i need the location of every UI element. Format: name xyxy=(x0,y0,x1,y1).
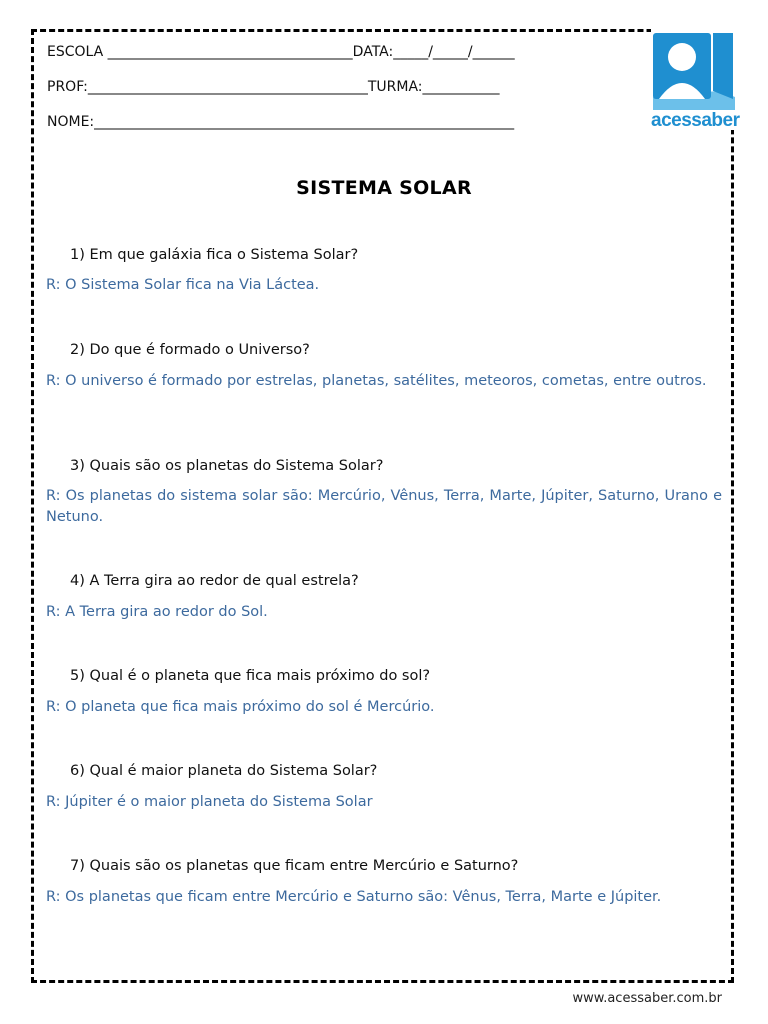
question-3: 3) Quais são os planetas do Sistema Solar? xyxy=(70,458,384,474)
header-name-line: NOME:____________________________________________________________ xyxy=(47,114,515,130)
answer-7: R: Os planetas que ficam entre Mercúrio e Saturno são: Vênus, Terra, Marte e Júpiter. xyxy=(46,889,662,905)
page-title: SISTEMA SOLAR xyxy=(296,177,472,199)
question-4: 4) A Terra gira ao redor de qual estrela? xyxy=(70,573,359,589)
question-2: 2) Do que é formado o Universo? xyxy=(70,342,310,358)
question-5: 5) Qual é o planeta que fica mais próximo do sol? xyxy=(70,668,431,684)
answer-3: R: Os planetas do sistema solar são: Mercúrio, Vênus, Terra, Marte, Júpiter, Saturno, Urano e Netuno. xyxy=(46,488,722,525)
answer-6: R: Júpiter é o maior planeta do Sistema Solar xyxy=(46,794,373,810)
header-school-date-line: ESCOLA ___________________________________DATA:_____/_____/______ xyxy=(47,44,515,60)
header-teacher-class-line: PROF:________________________________________TURMA:___________ xyxy=(47,79,500,95)
footer-website: www.acessaber.com.br xyxy=(572,991,722,1006)
answer-2: R: O universo é formado por estrelas, planetas, satélites, meteoros, cometas, entre outros. xyxy=(46,373,707,389)
acessaber-logo-text: acessaber xyxy=(651,110,740,131)
answer-4: R: A Terra gira ao redor do Sol. xyxy=(46,604,268,620)
question-1: 1) Em que galáxia fica o Sistema Solar? xyxy=(70,247,359,263)
answer-5: R: O planeta que fica mais próximo do sol é Mercúrio. xyxy=(46,699,435,715)
answer-1: R: O Sistema Solar fica na Via Láctea. xyxy=(46,277,320,293)
question-6: 6) Qual é maior planeta do Sistema Solar? xyxy=(70,763,378,779)
question-7: 7) Quais são os planetas que ficam entre Mercúrio e Saturno? xyxy=(70,858,519,874)
